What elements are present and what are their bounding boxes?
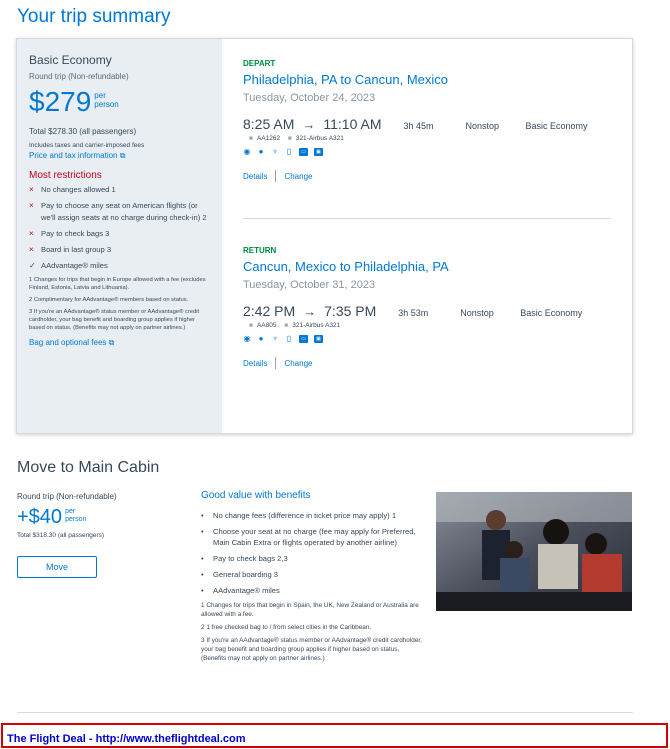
phone-icon: ▯ xyxy=(286,147,292,156)
price-row xyxy=(29,87,210,117)
return-route: Cancun, Mexico to Philadelphia, PA xyxy=(243,259,449,274)
restriction-item: × Pay to check bags 3 xyxy=(29,229,110,238)
power-icon: ● xyxy=(258,334,264,343)
bullet-icon: • xyxy=(201,554,204,563)
restriction-item: × No changes allowed 1 xyxy=(29,185,116,194)
depart-label: DEPART xyxy=(243,59,276,68)
separator xyxy=(275,357,276,369)
fees-note: Includes taxes and carrier-imposed fees xyxy=(29,142,145,149)
note: 2 Complimentary for AAdvantage® members based on status. xyxy=(29,297,189,303)
depart-date: Tuesday, October 24, 2023 xyxy=(243,92,376,104)
depart-route: Philadelphia, PA to Cancun, Mexico xyxy=(243,72,448,87)
restriction-item: × Board in last group 3 xyxy=(29,245,112,254)
depart-dep-time: 8:25 AM xyxy=(243,116,295,132)
x-icon: × xyxy=(29,201,34,210)
power-icon: ● xyxy=(258,147,264,156)
note: 1 Changes for trips that begin in Europe allowed with a fee (excludes Finland, Estonia, Latvia and Lithuania). xyxy=(29,277,206,291)
benefit-item: • General boarding 3 xyxy=(201,570,279,579)
trip-type: Round trip (Non-refundable) xyxy=(29,72,129,81)
main-cabin-benefits xyxy=(201,490,423,667)
price-info-link[interactable]: Price and tax information ⧉ xyxy=(29,151,126,160)
return-time-row xyxy=(243,303,613,319)
page-title: Your trip summary xyxy=(17,6,171,27)
return-stops: Nonstop xyxy=(460,308,494,318)
x-icon: × xyxy=(29,185,34,194)
mc-trip-type: Round trip (Non-refundable) xyxy=(17,492,117,501)
amenities xyxy=(243,148,613,156)
mc-price-unit: per person xyxy=(65,508,87,523)
depart-stops: Nonstop xyxy=(465,121,500,131)
depart-duration: 3h 45m xyxy=(403,121,434,131)
phone-icon: ▯ xyxy=(286,334,292,343)
usb-icon: ♆ xyxy=(272,147,278,156)
itinerary-panel xyxy=(243,39,613,433)
price-unit: per person xyxy=(94,91,119,109)
depart-details-link[interactable]: Details xyxy=(243,171,268,181)
return-duration: 3h 53m xyxy=(398,308,429,318)
trip-summary-card xyxy=(16,38,633,434)
tv-icon: ▭ xyxy=(299,148,308,156)
fare-panel xyxy=(17,39,222,433)
depart-links xyxy=(243,170,613,182)
restrictions-list xyxy=(29,184,210,272)
bullet-icon: • xyxy=(201,527,204,536)
depart-cabin: Basic Economy xyxy=(525,121,588,131)
return-links xyxy=(243,357,613,369)
main-cabin-title: Move to Main Cabin xyxy=(17,459,160,476)
depart-change-link[interactable]: Change xyxy=(284,171,313,181)
footer-banner xyxy=(1,723,668,748)
benefit-notes xyxy=(201,601,423,663)
cabin-passengers-image xyxy=(436,492,632,611)
fare-total: Total $278.30 (all passengers) xyxy=(29,127,137,136)
benefit-item: • AAdvantage® miles xyxy=(201,586,280,595)
fare-price: $279 xyxy=(29,86,92,117)
section-divider xyxy=(17,712,633,713)
wifi-icon: ◉ xyxy=(243,147,251,156)
segment-divider xyxy=(243,218,611,219)
arrow-right-icon: → xyxy=(302,117,316,132)
depart-segment xyxy=(243,59,613,182)
footer-link[interactable]: The Flight Deal - http://www.theflightdeal.com xyxy=(7,733,246,745)
bullet-icon: • xyxy=(201,511,204,520)
restriction-item: × Pay to choose any seat on American flights (or we'll assign seats at no charge during check-in) 2 xyxy=(29,201,207,222)
app-icon: ▣ xyxy=(314,148,323,156)
depart-arr-time: 11:10 AM xyxy=(323,116,382,132)
wifi-icon: ◉ xyxy=(243,334,251,343)
note: 3 If you're an AAdvantage® status member or AAdvantage® credit cardholder, your bag benefit and boarding group applies if higher based on status. (Benefits may not apply on partner airlines.) xyxy=(201,637,422,662)
restrictions-title: Most restrictions xyxy=(29,170,102,181)
external-window-icon: ⧉ xyxy=(119,151,126,160)
note: 3 If you're an AAdvantage® status member or AAdvantage® credit cardholder, your bag benefit and boarding group applies if higher based on status. (Benefits may not apply on partner airlines.) xyxy=(29,309,200,331)
main-cabin-photo xyxy=(436,492,632,611)
return-label: RETURN xyxy=(243,246,277,255)
check-icon: ✓ xyxy=(29,261,36,270)
note: 2 1 free checked bag to / from select cities in the Caribbean. xyxy=(201,624,372,631)
amenities xyxy=(243,335,613,343)
return-change-link[interactable]: Change xyxy=(284,358,313,368)
benefit-item: • No change fees (difference in ticket price may apply) 1 xyxy=(201,511,397,520)
x-icon: × xyxy=(29,245,34,254)
tv-icon: ▭ xyxy=(299,335,308,343)
app-icon: ▣ xyxy=(314,335,323,343)
external-window-icon: ⧉ xyxy=(108,338,115,347)
benefit-item: • Choose your seat at no charge (fee may apply for Preferred, Main Cabin Extra or flights operated by another airline) xyxy=(201,527,416,547)
depart-time-row xyxy=(243,116,613,132)
separator xyxy=(275,170,276,182)
mc-price-row xyxy=(17,505,177,529)
return-details-link[interactable]: Details xyxy=(243,358,268,368)
note: 1 Changes for trips that begin in Spain, the UK, New Zealand or Australia are allowed with a fee. xyxy=(201,602,419,618)
main-cabin-price xyxy=(17,492,177,578)
return-cabin: Basic Economy xyxy=(520,308,583,318)
return-arr-time: 7:35 PM xyxy=(324,303,377,319)
return-dep-time: 2:42 PM xyxy=(243,303,296,319)
bag-fees-link[interactable]: Bag and optional fees ⧉ xyxy=(29,338,115,347)
restriction-notes xyxy=(29,276,210,332)
benefits-title: Good value with benefits xyxy=(201,490,311,501)
fare-name: Basic Economy xyxy=(29,53,112,67)
return-segment xyxy=(243,246,613,369)
mc-total: Total $318.30 (all passengers) xyxy=(17,532,105,539)
bullet-icon: • xyxy=(201,570,204,579)
benefits-list xyxy=(201,510,423,596)
mc-price: +$40 xyxy=(17,506,63,528)
usb-icon: ♆ xyxy=(272,334,278,343)
move-button[interactable]: Move xyxy=(17,556,97,578)
benefit-item: • Pay to check bags 2,3 xyxy=(201,554,288,563)
return-date: Tuesday, October 31, 2023 xyxy=(243,279,376,291)
bullet-icon: • xyxy=(201,586,204,595)
return-flight-info: ■ AA805 ■ 321-Airbus A321 xyxy=(249,322,341,329)
arrow-right-icon: → xyxy=(303,304,317,319)
x-icon: × xyxy=(29,229,34,238)
depart-flight-info: ■ AA1262 ■ 321-Airbus A321 xyxy=(249,135,344,142)
restriction-item: ✓ AAdvantage® miles xyxy=(29,261,108,270)
